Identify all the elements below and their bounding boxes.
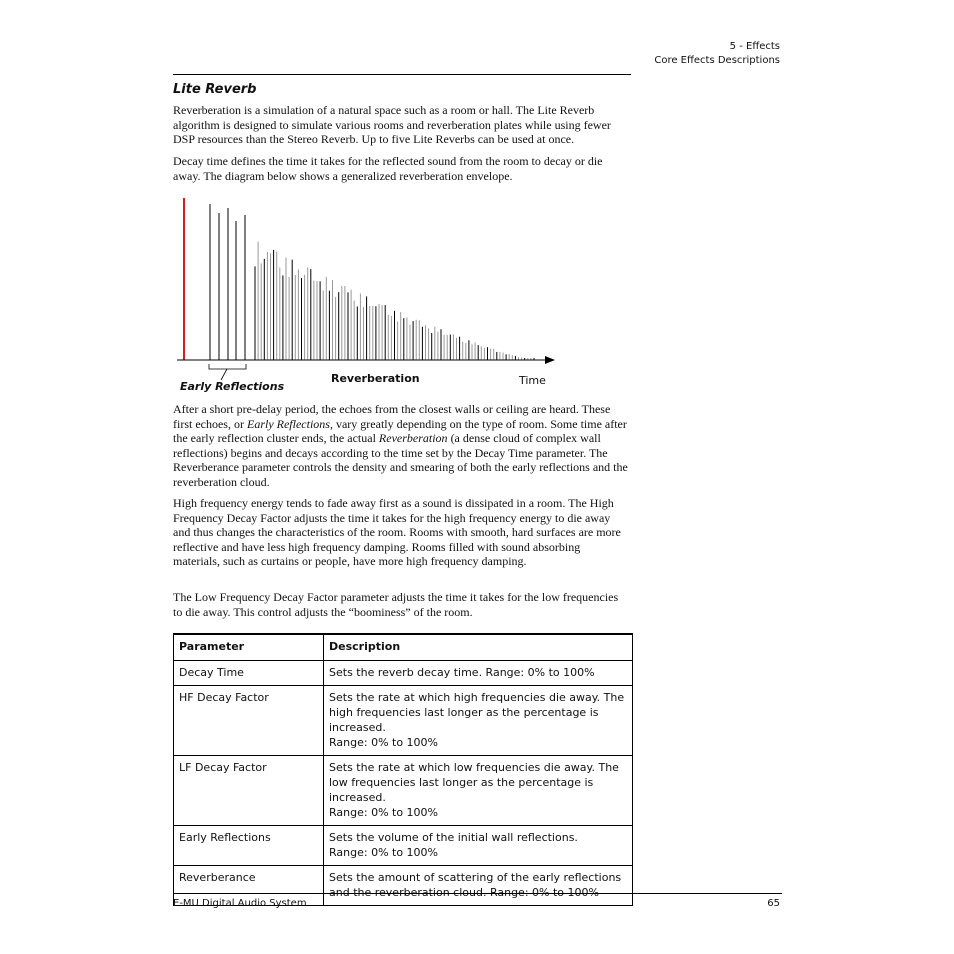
table-row [174, 826, 633, 866]
p3-text-e: (a dense cloud of complex wall reflections) begins and decays according to the time set by the Decay Time parameter. The Reverberance parameter controls the density and smearing of both the early reflections and the reverberation cloud. [173, 431, 628, 489]
param-name: HF Decay Factor [174, 686, 324, 756]
top-rule [173, 74, 631, 75]
param-description: Sets the rate at which high frequencies die away. The high frequencies last longer as the percentage is increased. Range: 0% to 100% [324, 686, 633, 756]
table-row [174, 686, 633, 756]
page-number: 65 [767, 898, 780, 909]
time-label: Time [519, 374, 546, 387]
param-description: Sets the rate at which low frequencies die away. The low frequencies last longer as the percentage is increased. Range: 0% to 100% [324, 756, 633, 826]
header-description: Description [324, 634, 633, 661]
paragraph-intro: Reverberation is a simulation of a natural space such as a room or hall. The Lite Reverb algorithm is designed to simulate various rooms and reverberation plates while using fewer DSP resources than the Stereo Reverb. Up to five Lite Reverbs can be used at once. [173, 103, 611, 147]
param-description: Sets the amount of scattering of the early reflections and the reverberation cloud. Range: 0% to 100% [324, 866, 633, 906]
p3-term-early-reflections: Early Reflections [246, 416, 330, 431]
paragraph-lf-decay: The Low Frequency Decay Factor parameter adjusts the time it takes for the low frequencies to die away. This control adjusts the “boominess” of the room. [173, 590, 619, 619]
early-reflections-lines [210, 204, 245, 360]
parameter-table [173, 633, 633, 906]
param-name: Decay Time [174, 661, 324, 686]
early-reflections-pointer [221, 369, 227, 380]
footer-title: E-MU Digital Audio System [173, 898, 307, 909]
table-row [174, 661, 633, 686]
param-name: Early Reflections [174, 826, 324, 866]
reverberation-lines [255, 242, 534, 360]
reverberation-label: Reverberation [331, 372, 420, 385]
p3-text-a: After a short pre-delay period, the echoes from the closest walls or ceiling are heard. These first echoes, or [173, 402, 611, 431]
time-axis-arrow [545, 356, 555, 364]
header-section: Core Effects Descriptions [654, 54, 780, 66]
section-title: Lite Reverb [173, 82, 257, 97]
paragraph-early-reflections [173, 402, 629, 490]
param-name: Reverberance [174, 866, 324, 906]
early-reflections-bracket [209, 364, 246, 369]
param-description: Sets the reverb decay time. Range: 0% to 100% [324, 661, 633, 686]
reverb-envelope-graphic [173, 190, 565, 400]
param-name: LF Decay Factor [174, 756, 324, 826]
table-row [174, 756, 633, 826]
paragraph-decay-time: Decay time defines the time it takes for the reflected sound from the room to decay or die away. The diagram below shows a generalized reverberation envelope. [173, 154, 603, 183]
header-parameter: Parameter [174, 634, 324, 661]
bottom-rule [173, 893, 782, 894]
running-header [654, 40, 780, 67]
p3-term-reverberation: Reverberation [378, 431, 448, 446]
reverb-envelope-diagram [173, 190, 565, 400]
param-description: Sets the volume of the initial wall reflections. Range: 0% to 100% [324, 826, 633, 866]
early-reflections-label: Early Reflections [180, 380, 285, 393]
p3-text-c: , vary greatly depending on the type of room. Some time after the early reflection cluster ends, the actual [173, 416, 627, 446]
table-header-row [174, 634, 633, 661]
header-chapter: 5 - Effects [729, 41, 780, 52]
paragraph-hf-decay: High frequency energy tends to fade away first as a sound is dissipated in a room. The High Frequency Decay Factor adjusts the time it takes for the high frequency energy to die away and thus changes the characteristics of the room. Rooms with smooth, hard surfaces are more reflective and have less high frequency damping. Rooms filled with sound absorbing materials, such as curtains or people, have more high frequency damping. [173, 496, 621, 569]
